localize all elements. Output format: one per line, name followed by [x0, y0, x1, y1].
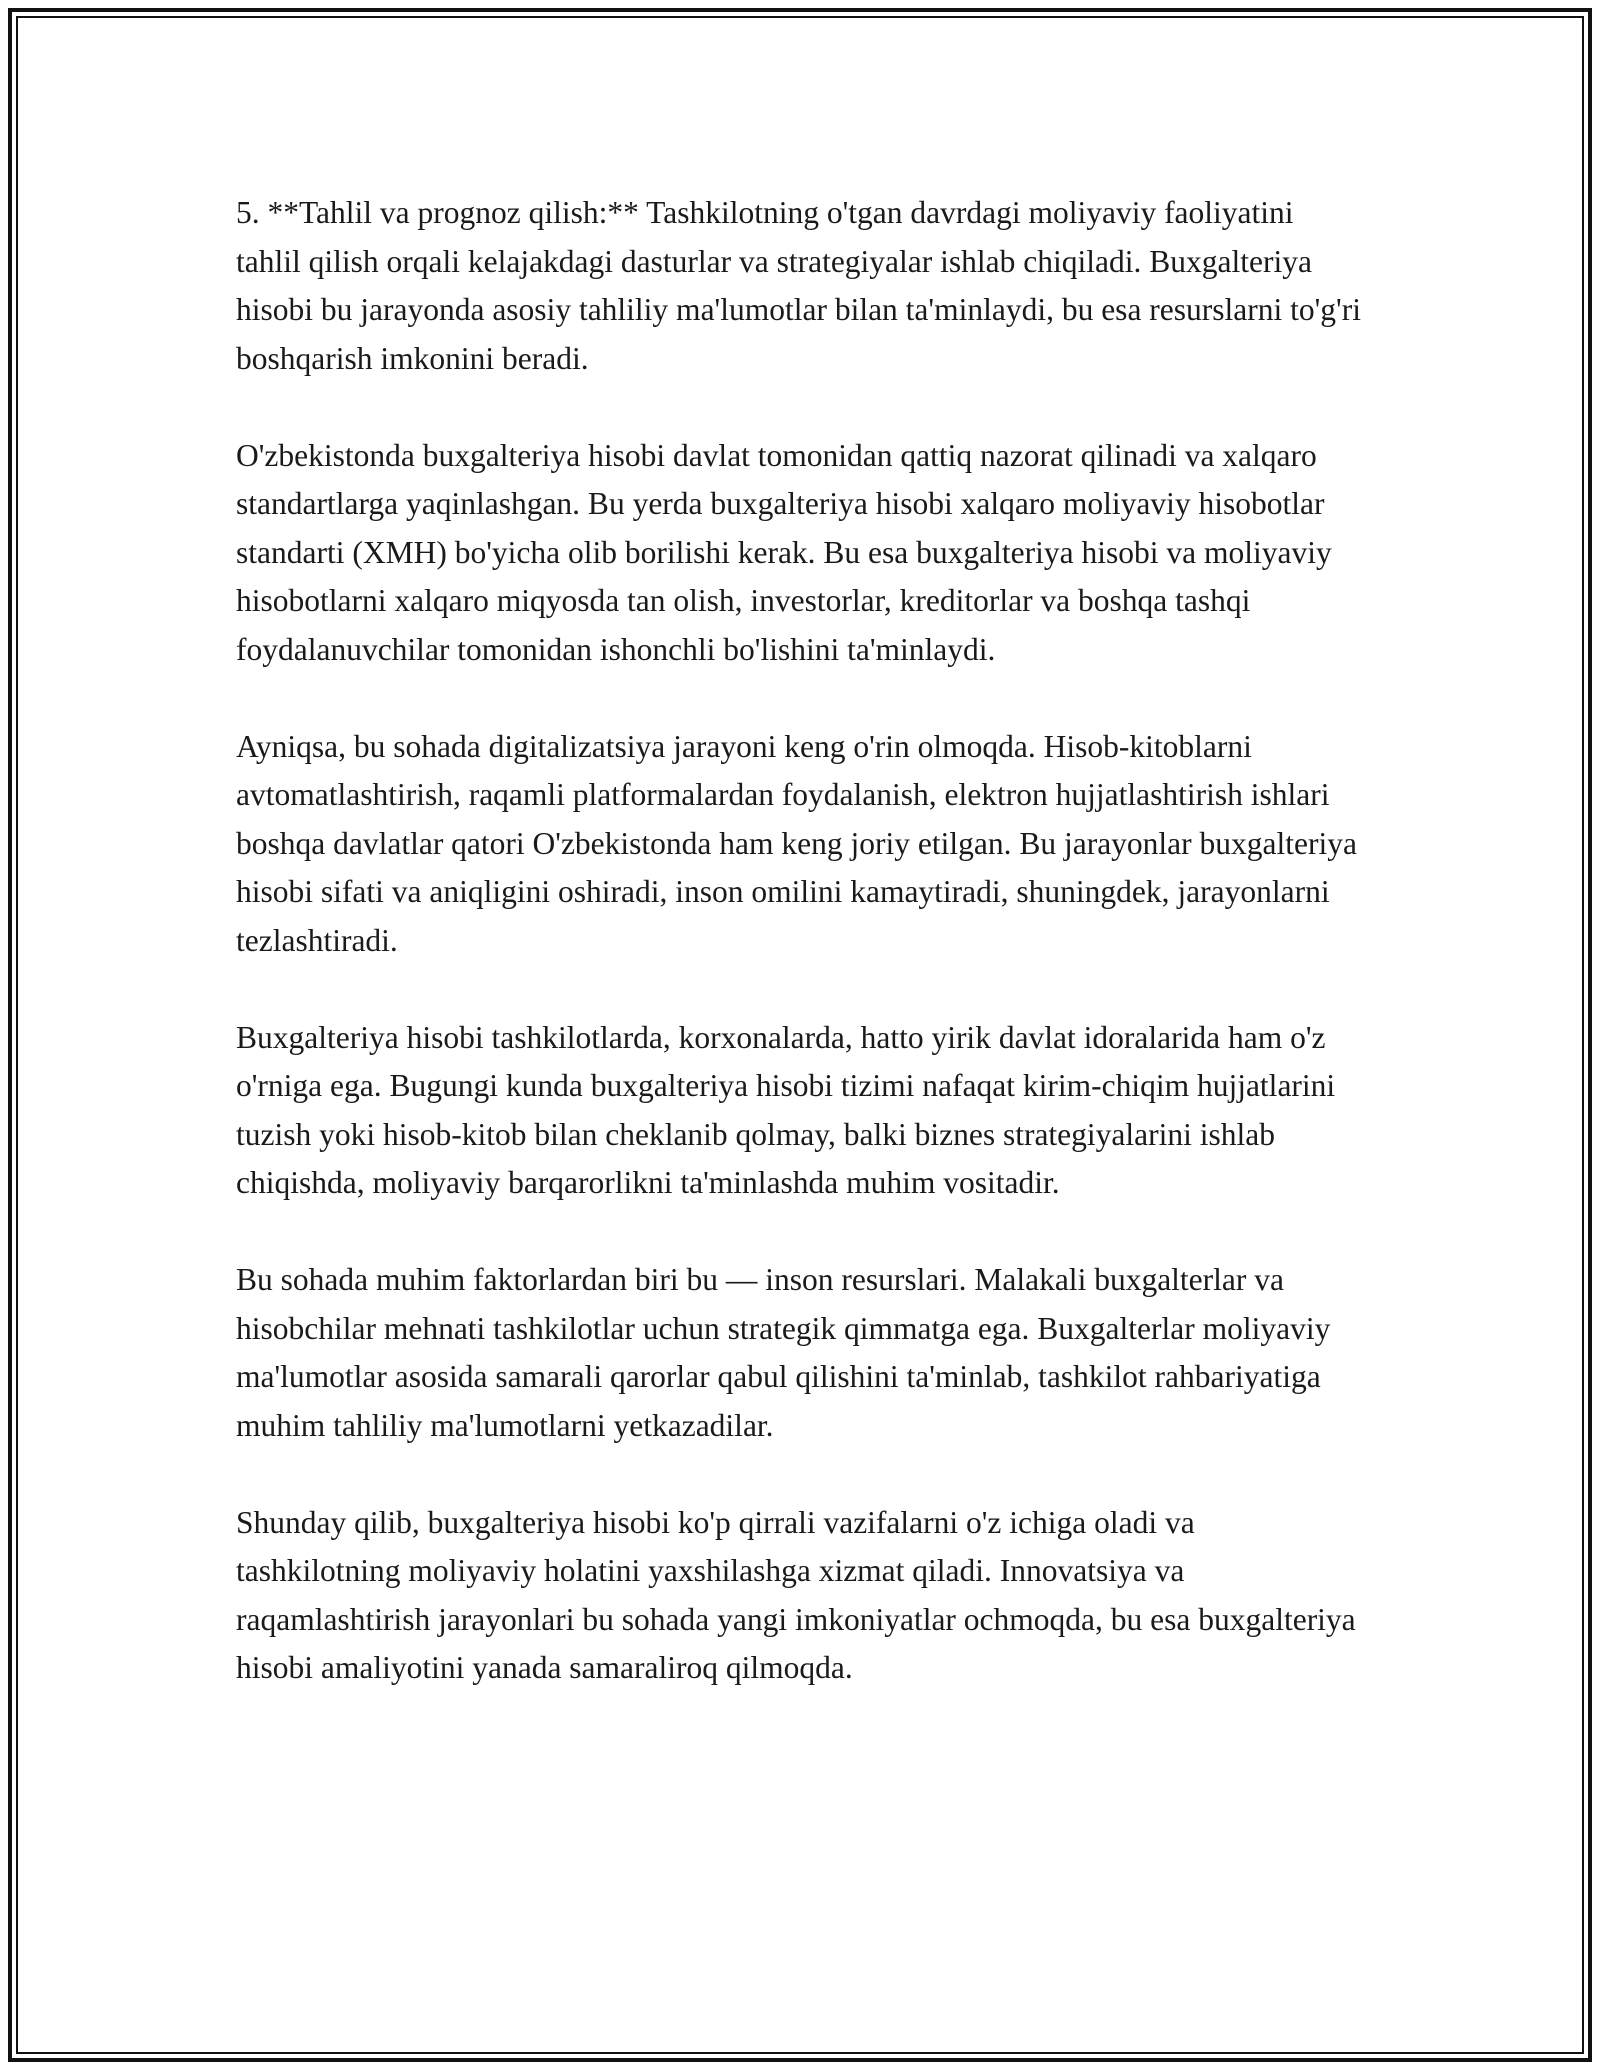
- paragraph-conclusion: Shunday qilib, buxgalteriya hisobi ko'p qirrali vazifalarni o'z ichiga oladi va tashkilotning moliyaviy holatini yaxshilashga xizmat qiladi. Innovatsiya va raqamlashtirish jarayonlari bu sohada yangi imkoniyatlar ochmoqda, bu esa buxgalteriya hisobi amaliyotini yanada samaraliroq qilmoqda.: [236, 1504, 1356, 1685]
- paragraph-analysis-forecast: 5. **Tahlil va prognoz qilish:** Tashkilotning o'tgan davrdagi moliyaviy faoliyatini tahlil qilish orqali kelajakdagi dasturlar va strategiyalar ishlab chiqiladi. Buxgalteriya hisobi bu jarayonda asosiy tahliliy ma'lumotlar bilan ta'minlaydi, bu esa resurslarni to'g'ri boshqarish imkonini beradi.: [236, 195, 1361, 376]
- paragraph-uzbekistan-standards: O'zbekistonda buxgalteriya hisobi davlat tomonidan qattiq nazorat qilinadi va xalqaro standartlarga yaqinlashgan. Bu yerda buxgalteriya hisobi xalqaro moliyaviy hisobotlar standarti (XMH) bo'yicha olib borilishi kerak. Bu esa buxgalteriya hisobi va moliyaviy hisobotlarni xalqaro miqyosda tan olish, investorlar, kreditorlar va boshqa tashqi foydalanuvchilar tomonidan ishonchli bo'lishini ta'minlaydi.: [236, 437, 1332, 667]
- paragraph-organizations: Buxgalteriya hisobi tashkilotlarda, korxonalarda, hatto yirik davlat idoralarida ham o'z o'rniga ega. Bugungi kunda buxgalteriya hisobi tizimi nafaqat kirim-chiqim hujjatlarini tuzish yoki hisob-kitob bilan cheklanib qolmay, balki biznes strategiyalarini ishlab chiqishda, moliyaviy barqarorlikni ta'minlashda muhim vositadir.: [236, 1019, 1336, 1200]
- document-body: [236, 189, 1366, 1741]
- paragraph-human-resources: Bu sohada muhim faktorlardan biri bu — inson resurslari. Malakali buxgalterlar va hisobchilar mehnati tashkilotlar uchun strategik qimmatga ega. Buxgalterlar moliyaviy ma'lumotlar asosida samarali qarorlar qabul qilishini ta'minlab, tashkilot rahbariyatiga muhim tahliliy ma'lumotlarni yetkazadilar.: [236, 1262, 1331, 1443]
- paragraph-digitalization: Ayniqsa, bu sohada digitalizatsiya jarayoni keng o'rin olmoqda. Hisob-kitoblarni avtomatlashtirish, raqamli platformalardan foydalanish, elektron hujjatlashtirish ishlari boshqa davlatlar qatori O'zbekistonda ham keng joriy etilgan. Bu jarayonlar buxgalteriya hisobi sifati va aniqligini oshiradi, inson omilini kamaytiradi, shuningdek, jarayonlarni tezlashtiradi.: [236, 728, 1357, 958]
